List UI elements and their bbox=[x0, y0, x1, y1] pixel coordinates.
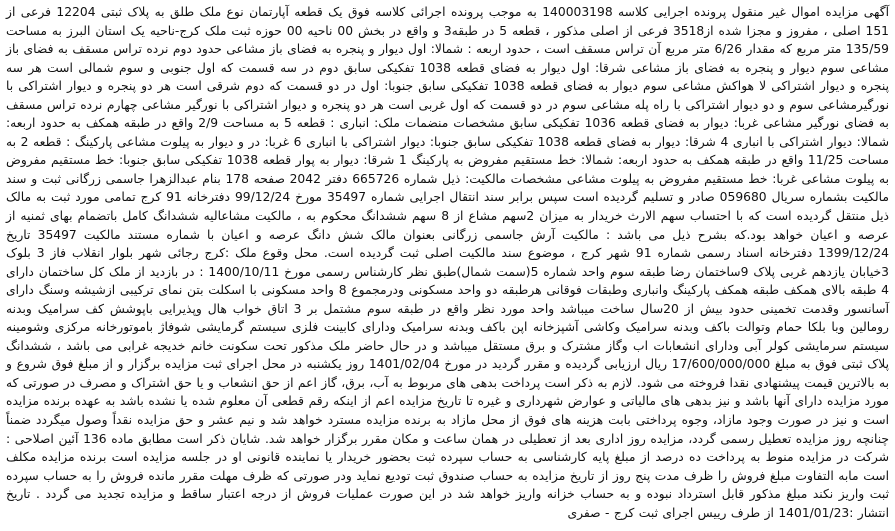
auction-notice-body: آگهی مزایده اموال غیر منقول پرونده اجرایی کلاسه 140003198 به موجب پرونده اجرائی کلاسه فوق یک قطعه آپارتمان نوع ملک طلق به پلاک ثبتی 12204 فرعی از 151 اصلی ، مفروز و مجزا شده از3518 فرعی از اصلی مذکور ، قطعه 5 در طبقه3 و واقع در بخش 00 ناحیه 00 حوزه ثبت ملک کرج-ناحیه یک استان البرز به مساحت 135/59 متر مربع که مقدار 6/26 متر مربع آن تراس مسقف است ، حدود اربعه : شمالا: اول دیوار و پنجره به فضای باز مشاعی حدود دوم نرده تراس مسقف به فضای باز مشاعی سوم دیوار و پنجره به فضای باز مشاعی شرقا: اول دیوار به فضای قطعه 1038 تفکیکی سابق دوم در سه قسمت که اول جنوبی و سوم شمالی است هر سه پنجره و دیوار اشتراکی لا هواکش مشاعی سوم دیوار به فضای قطعه 1038 تفکیکی سابق جنوبا: اول در دو قسمت که دوم شرقی است هر دو پنجره و دیوار اشتراکی با نورگیرمشاعی سوم و دو دیوار اشتراکی با راه پله مشاعی سوم در دو قسمت که اول غربی است هر دو پنجره و دیوار اشتراکی با نورگیر مشاعی چهارم نرده تراس مسقف به فضای نورگیر مشاعی غربا: دیوار به فضای قطعه 1036 تفکیکی سابق مشخصات منضمات ملک: انباری : قطعه 5 به مساحت 2/9 واقع در طبقه همکف به حدود اربعه: شمالا: دیوار اشتراکی با انباری 4 شرقا: دیوار به فضای قطعه 1038 تفکیکی سابق جنوبا: دیوار اشتراکی با انباری 6 غربا: در و دیوار به پیلوت مشاعی پارکینگ : قطعه 2 به مساحت 11/25 واقع در طبقه همکف به حدود اربعه: شمالا: خط مستقیم مفروض به پارکینگ 1 شرقا: دیوار به پوار قطعه 1038 تفکیکی سابق جنوبا: خط مستقیم مفروض به پیلوت مشاعی غربا: خط مستقیم مفروض به پیلوت مشاعی مشخصات مالکیت: ذیل شماره 665726 دفتر 2042 صفحه 178 بنام عبدالزهرا جاسمی زرگانی ثبت و سند مالکیت بشماره سریال 059680 صادر و تسلیم گردیده است سپس برابر سند انتقال اجرایی شماره 35497 مورخ 99/12/24 دفترخانه 91 کرج تمامی مورد ثبت به مالک ذیل منتقل گردیده است که با احتساب سهم الارث خریدار به میزان 2سهم مشاع از 8 سهم ششدانگ محکوم به ، مالکیت مشاعالیه ششدانگ کامل باتضمام بهای ثمنیه از عرصه و اعیان خواهد بود.که بشرح ذیل می باشد : مالکیت آرش جاسمی زرگانی بعنوان مالک شش دانگ عرصه و اعیان با شماره مستند مالکیت 35497 تاریخ 1399/12/24 دفترخانه اسناد رسمی شماره 91 شهر کرج ، موضوع سند مالکیت اصلی ثبت گردیده است. محل وقوع ملک :کرج رجائی شهر بلوار انقلاب فاز 3 بلوک 3خیابان یازدهم غربی پلاک 9ساختمان رضا طبقه سوم واحد شماره 5(سمت شمال)طبق نظر کارشناس رسمی مورخ 1400/10/11 : در بازدید از ملک کل ساختمان دارای 4 طبقه بالای همکف طبقه همکف پارکینگ وانباری وطبقات فوقانی هرطبقه دو واحد مسکونی ودرمجموع 8 واحد مسکونی با اسکلت بتن نمای ترکیبی ازشیشه وسنگ دارای آسانسور وقدمت تخمینی حدود بیش از 20سال ساخت میباشد واحد مورد نظر واقع در طبقه سوم مشتمل بر 3 اتاق خواب هال وپذیرایی باپوشش کف سرامیک وبدنه رومالین وبا بلکا حمام وتوالت باکف وبدنه سرامیک وکاشی آشپزخانه اپن باکف وبدنه سرامیک ودارای کابینت فلزی سیستم گرمایشی شوفاژ باموتورخانه مرکزی وشومینه سیستم سرمایشی کولر آبی ودارای انشعابات اب وگاز مشترک و برق مستقل میباشد و در حال حاضر ملک مذکور تحت سکونت خانم خدیجه غرابی می باشد ، ششدانگ پلاک ثبتی فوق به مبلغ 17/600/000/000 ریال ارزیابی گردیده و مقرر گردید در مورخ 1401/02/04 روز یکشنبه در محل اجرای ثبت مزایده برگزار و از مبلغ فوق شروع و به بالاترین قیمت پیشنهادی نقدا فروخته می شود. لازم به ذکر است پرداخت بدهی های مربوط به آب، برق، گاز اعم از حق انشعاب و یا حق اشتراک و مصرف در صورتی که مورد مزایده دارای آنها باشد و نیز بدهی های مالیاتی و عوارض شهرداری و غیره تا تاریخ مزایده اعم از اینکه رقم قطعی آن معلوم شده یا نشده باشد به عهده برنده مزایده است و نیز در صورت وجود مازاد، وجوه پرداختی بابت هزینه های فوق از محل مازاد به برنده مزایده مسترد خواهد شد و نیم عشر و حق مزایده نقداً وصول میگردد ضمناً چنانچه روز مزایده تعطیل رسمی گردد، مزایده روز اداری بعد از تعطیلی در همان ساعت و مکان مقرر برگزار خواهد شد. شایان ذکر است مطابق ماده 136 آئین اصلاحی : شرکت در مزایده منوط به پرداخت ده درصد از مبلغ پایه کارشناسی به حساب سپرده ثبت بحضور خریدار یا نماینده قانونی او در جلسه مزایده است برنده مزایده مکلف است مابه التفاوت مبلغ فروش را ظرف مدت پنج روز از تاریخ مزایده به حساب صندوق ثبت تودیع نماید ودر صورتی که ظرف مهلت مقرر مانده فروش را به حساب سپرده ثبت واریز نکند مبلغ مذکور قابل استرداد نبوده و به حساب خزانه واریز خواهد شد در این صورت عملیات فروش از درجه اعتبار ساقط و مزایده تجدید می گردد . تاریخ انتشار :1401/01/23 از طرف رییس اجرای ثبت کرج - صفری bbox=[6, 5, 890, 520]
